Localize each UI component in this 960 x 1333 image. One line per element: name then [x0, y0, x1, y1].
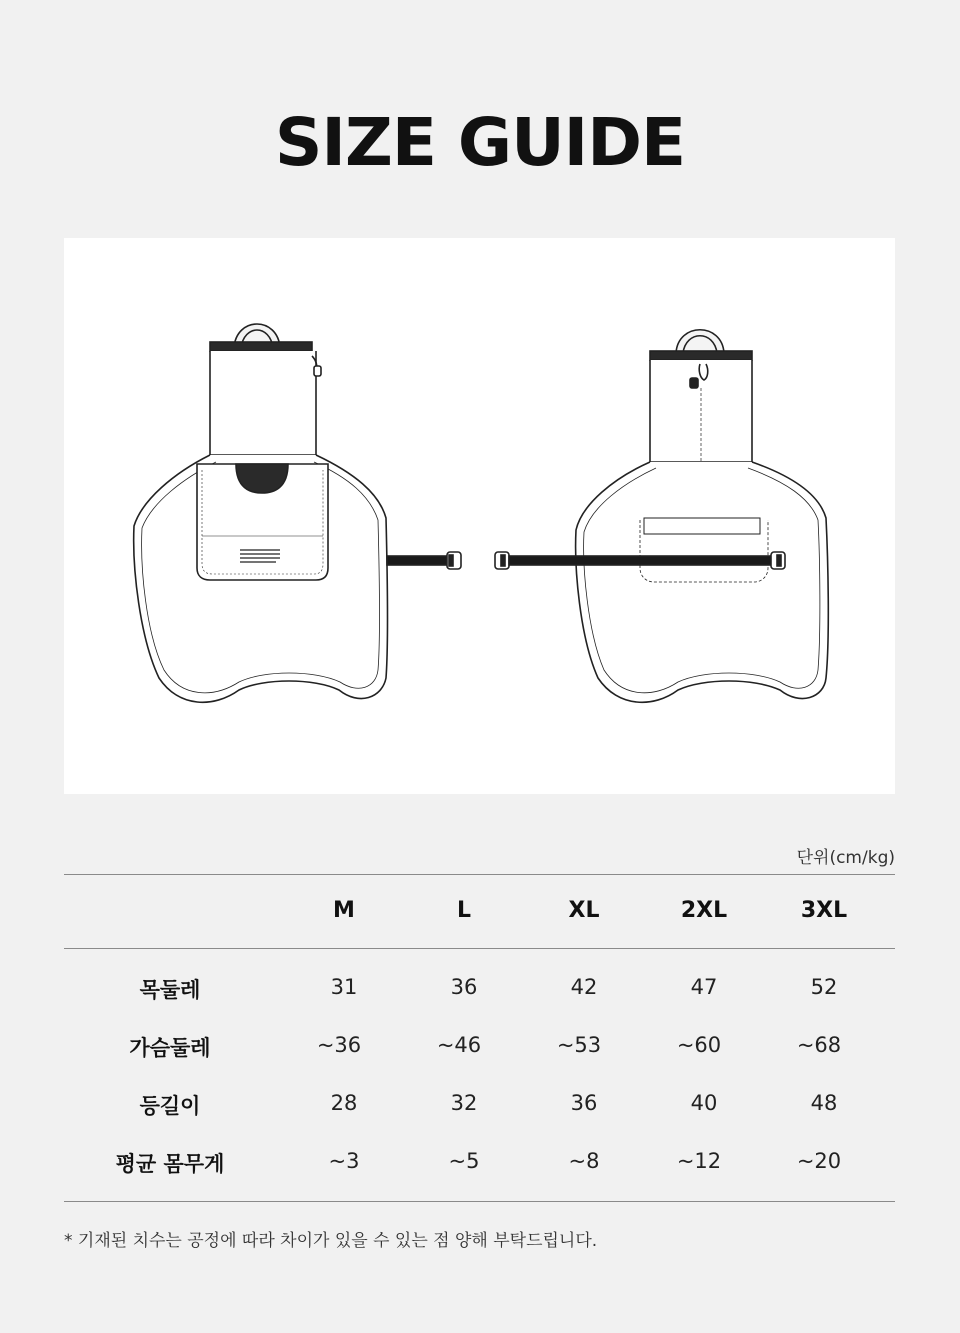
- table-cell: ~68: [796, 1033, 842, 1057]
- row-label-back-length: 등길이: [139, 1094, 201, 1118]
- garment-drawing: [64, 238, 895, 794]
- row-label-average-weight: 평균 몸무게: [115, 1152, 225, 1176]
- page-title: SIZE GUIDE: [274, 104, 686, 181]
- table-cell: ~46: [436, 1033, 482, 1057]
- table-cell: 36: [570, 1091, 598, 1115]
- table-cell: ~53: [556, 1033, 602, 1057]
- table-cell: ~12: [676, 1149, 722, 1173]
- column-header-l: L: [456, 898, 472, 923]
- table-cell: 36: [450, 975, 478, 999]
- column-header-2xl: 2XL: [680, 898, 728, 923]
- table-header-rule: [64, 948, 895, 949]
- table-cell: ~8: [568, 1149, 600, 1173]
- row-label-chest: 가슴둘레: [129, 1036, 211, 1060]
- table-cell: 48: [810, 1091, 838, 1115]
- table-cell: ~3: [328, 1149, 360, 1173]
- table-cell: 28: [330, 1091, 358, 1115]
- row-label-neck: 목둘레: [139, 978, 201, 1002]
- table-top-rule: [64, 874, 895, 875]
- table-cell: 52: [810, 975, 838, 999]
- table-cell: ~60: [676, 1033, 722, 1057]
- table-cell: 42: [570, 975, 598, 999]
- table-cell: 47: [690, 975, 718, 999]
- table-cell: 40: [690, 1091, 718, 1115]
- footnote: * 기재된 치수는 공정에 따라 차이가 있을 수 있는 점 양해 부탁드립니다.: [64, 1231, 598, 1251]
- column-header-3xl: 3XL: [800, 898, 848, 923]
- column-header-xl: XL: [568, 898, 600, 923]
- table-cell: 32: [450, 1091, 478, 1115]
- column-header-m: M: [333, 898, 355, 923]
- unit-label: 단위(cm/kg): [796, 848, 895, 868]
- table-cell: 31: [330, 975, 358, 999]
- garment-illustration: [64, 238, 895, 794]
- front-view: [134, 324, 461, 702]
- table-cell: ~36: [316, 1033, 362, 1057]
- table-cell: ~20: [796, 1149, 842, 1173]
- back-view: [495, 330, 828, 703]
- table-bottom-rule: [64, 1201, 895, 1202]
- table-cell: ~5: [448, 1149, 480, 1173]
